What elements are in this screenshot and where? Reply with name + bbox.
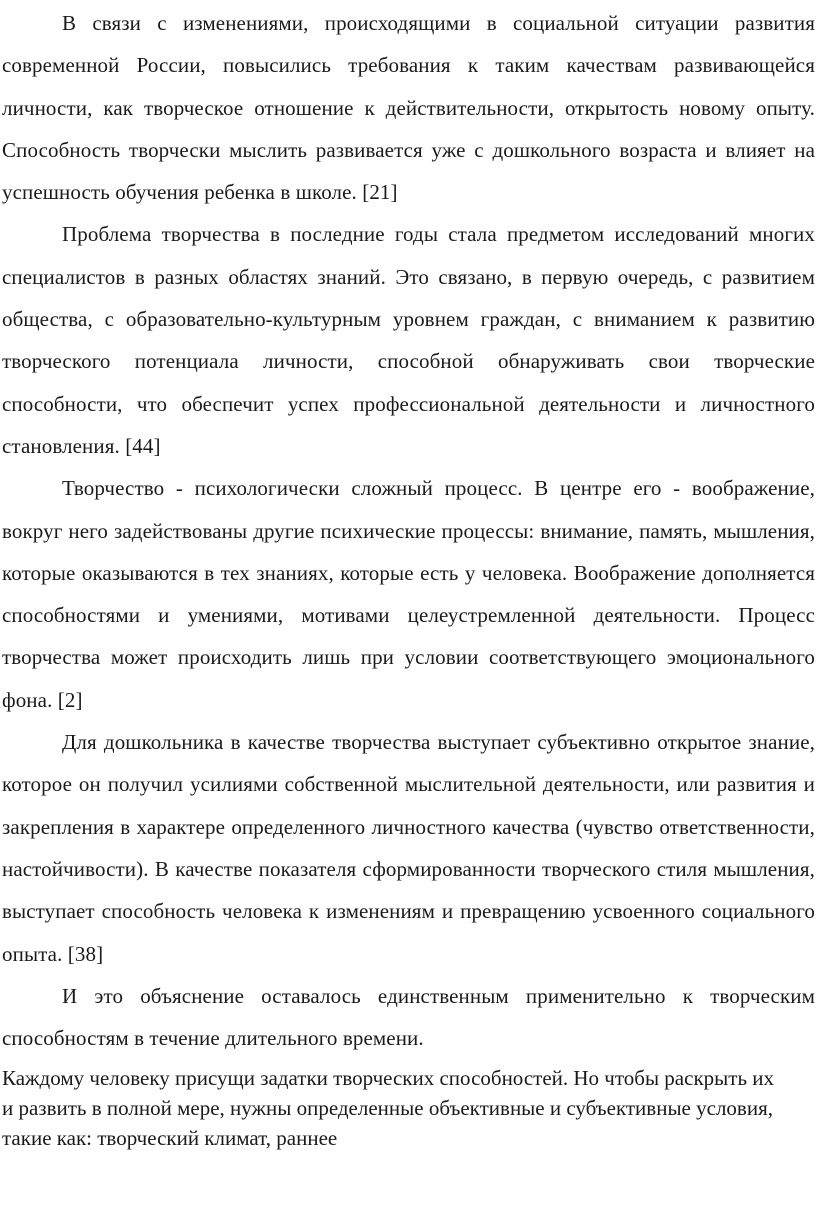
paragraph-1: В связи с изменениями, происходящими в социальной ситуации развития современной России, повысились требования к таким качествам развивающейся личности, как творческое отношение к действительности, открытость новому опыту. Способность творчески мыслить развивается уже с дошкольного возраста и влияет на успешность обучения ребенка в школе. [21] — [2, 11, 815, 205]
paragraph-4: Для дошкольника в качестве творчества выступает субъективно открытое знание, которое он получил усилиями собственной мыслительной деятельности, или развития и закрепления в характере определенного личностного качества (чувство ответственности, настойчивости). В качестве показателя сформированности творческого стиля мышления, выступает способность человека к изменениям и превращению усвоенного социального опыта. [38] — [2, 730, 815, 966]
paragraph-6: Каждому человеку присущи задатки творческих способностей. Но чтобы раскрыть их и развить в полной мере, нужны определенные объективные и субъективные условия, такие как: творческий климат, раннее — [2, 1066, 775, 1151]
paragraph-2: Проблема творчества в последние годы стала предметом исследований многих специалистов в разных областях знаний. Это связано, в первую очередь, с развитием общества, с образовательно-культурным уровнем граждан, с вниманием к развитию творческого потенциала личности, способной обнаруживать свои творческие способности, что обеспечит успех профессиональной деятельности и личностного становления. [44] — [2, 222, 815, 458]
paragraph-3: Творчество - психологически сложный процесс. В центре его - воображение, вокруг него задействованы другие психические процессы: внимание, память, мышления, которые оказываются в тех знаниях, которые есть у человека. Воображение дополняется способностями и умениями, мотивами целеустремленной деятельности. Процесс творчества может происходить лишь при условии соответствующего эмоционального фона. [2] — [2, 476, 815, 712]
paragraph-5: И это объяснение оставалось единственным применительно к творческим способностям в течение длительного времени. — [2, 983, 815, 1051]
